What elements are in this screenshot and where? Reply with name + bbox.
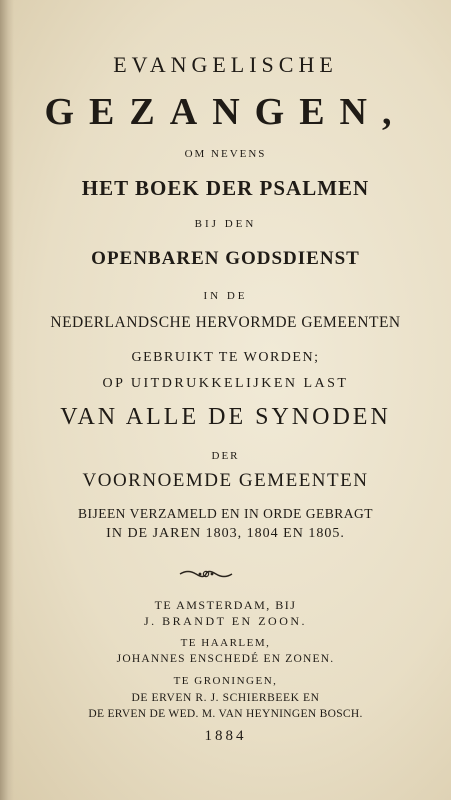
- imprint-amsterdam: TE AMSTERDAM, BIJ: [154, 598, 297, 612]
- imprint-enschede: JOHANNES ENSCHEDÉ EN ZONEN.: [116, 653, 335, 665]
- printers-ornament-icon: [178, 568, 234, 580]
- title-evangelische: EVANGELISCHE: [113, 52, 338, 77]
- imprint-groningen: TE GRONINGEN,: [173, 675, 278, 687]
- line-om-nevens: OM NEVENS: [184, 148, 267, 160]
- line-openbaren-godsdienst: OPENBAREN GODSDIENST: [91, 248, 360, 269]
- line-bij-den: BIJ DEN: [194, 218, 257, 230]
- line-in-de-jaren: IN DE JAREN 1803, 1804 EN 1805.: [106, 526, 345, 541]
- line-van-alle-de-synoden: VAN ALLE DE SYNODEN: [60, 404, 391, 430]
- imprint-schierbeek: DE ERVEN R. J. SCHIERBEEK EN: [131, 692, 320, 704]
- line-in-de: IN DE: [203, 290, 248, 302]
- imprint-haarlem: TE HAARLEM,: [180, 637, 271, 649]
- title-gezangen: GEZANGEN,: [44, 91, 407, 133]
- line-bijeen-verzameld: BIJEEN VERZAMELD EN IN ORDE GEBRAGT: [77, 506, 374, 521]
- line-voornoemde-gemeenten: VOORNOEMDE GEMEENTEN: [82, 470, 369, 491]
- imprint-brandt: J. BRANDT EN ZOON.: [143, 614, 308, 628]
- line-op-uitdrukkelijken-last: OP UITDRUKKELIJKEN LAST: [102, 376, 349, 391]
- line-gebruikt-te-worden: GEBRUIKT TE WORDEN;: [131, 350, 320, 365]
- imprint-van-heyningen-bosch: DE ERVEN DE WED. M. VAN HEYNINGEN BOSCH.: [88, 708, 363, 720]
- line-het-boek-der-psalmen: HET BOEK DER PSALMEN: [81, 176, 370, 200]
- imprint-year: 1884: [204, 728, 247, 744]
- line-der: DER: [211, 450, 240, 462]
- line-nederlandsche-hervormde-gemeenten: NEDERLANDSCHE HERVORMDE GEMEENTEN: [50, 314, 401, 331]
